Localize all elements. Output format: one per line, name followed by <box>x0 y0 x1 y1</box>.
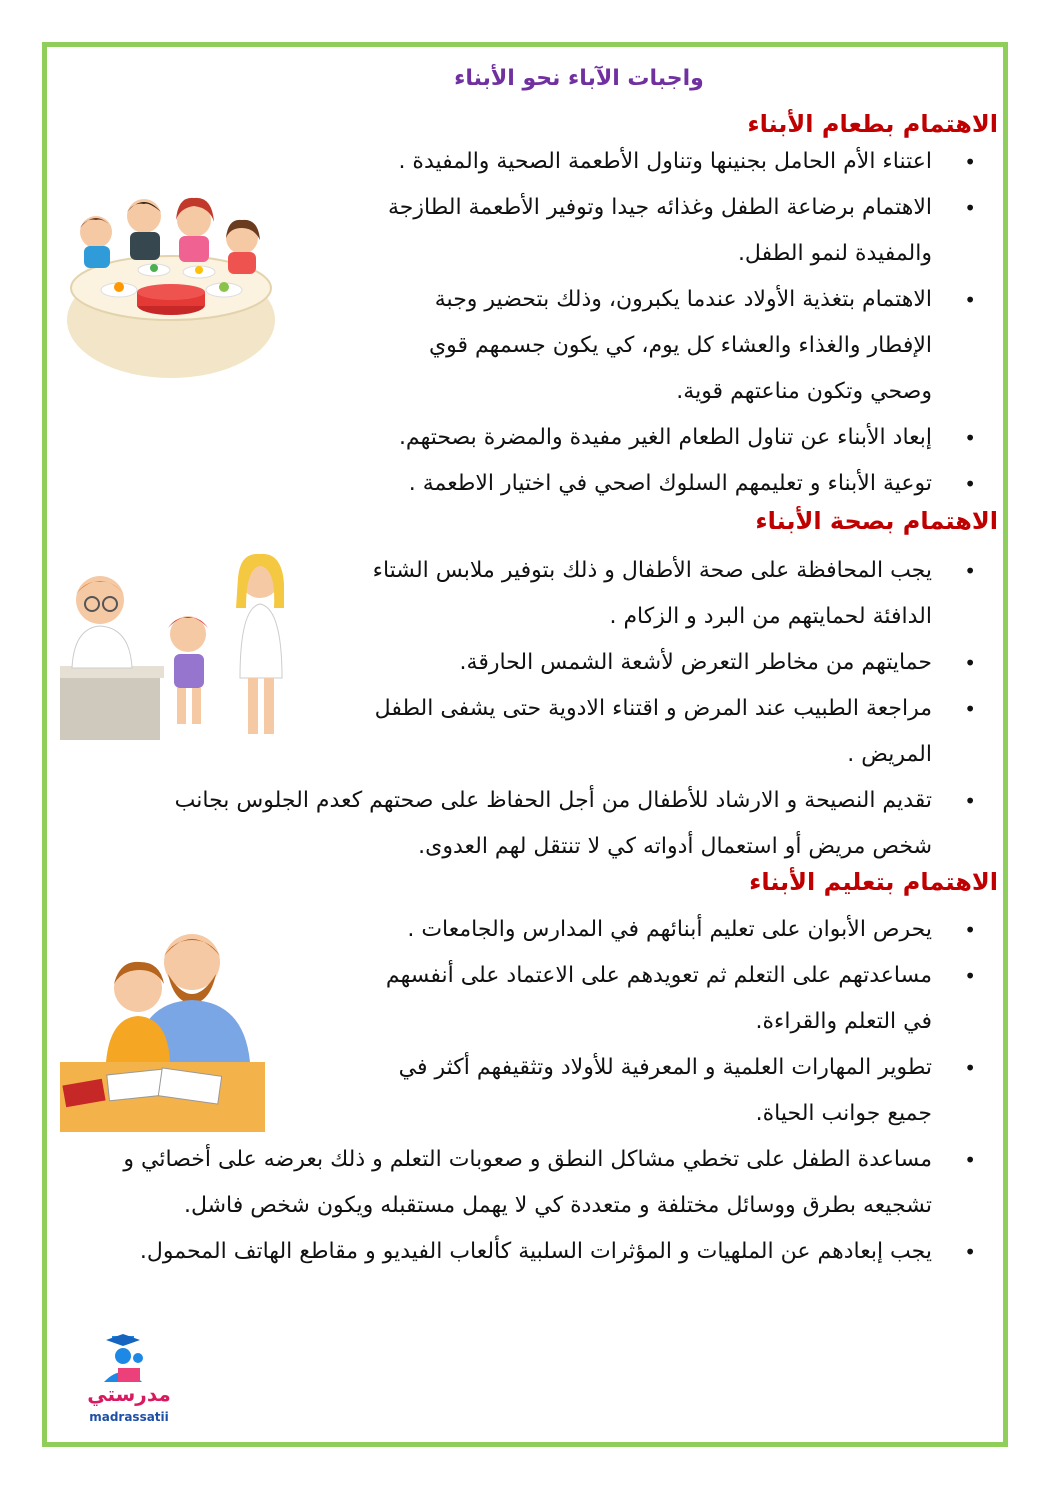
father-son-studying-illustration <box>60 922 270 1137</box>
list-item: • حمايتهم من مخاطر التعرض لأشعة الشمس الحارقة. <box>372 640 998 686</box>
doctors-illustration <box>60 548 305 743</box>
list-item: • تطوير المهارات العلمية و المعرفية للأولاد وتثقيفهم أكثر في جميع جوانب الحياة. <box>372 1045 998 1137</box>
section-heading-health: الاهتمام بصحة الأبناء <box>755 507 998 535</box>
madrassati-logo <box>74 1332 184 1432</box>
list-item: • يحرص الأبوان على تعليم أبنائهم في المدارس والجامعات . <box>372 907 998 953</box>
list-item: • يجب المحافظة على صحة الأطفال و ذلك بتوفير ملابس الشتاء الدافئة لحمايتهم من البرد و الزكام . <box>372 548 998 640</box>
list-item: • مساعدتهم على التعلم ثم تعويدهم على الاعتماد على أنفسهم في التعلم والقراءة. <box>372 953 998 1045</box>
section-heading-food: الاهتمام بطعام الأبناء <box>747 110 998 138</box>
family-dinner-illustration <box>64 190 279 390</box>
page-title: واجبات الآباء نحو الأبناء <box>454 66 704 91</box>
logo-subtext: madrassatii <box>89 1410 169 1424</box>
list-item: • إبعاد الأبناء عن تناول الطعام الغير مفيدة والمضرة بصحتهم. <box>372 415 998 461</box>
list-item: • الاهتمام بتغذية الأولاد عندما يكبرون، وذلك بتحضير وجبة الإفطار والغذاء والعشاء كل يوم، كي يكون جسمهم قوي وصحي وتكون مناعتهم قوية. <box>372 277 998 415</box>
logo-mark-icon <box>74 1332 184 1388</box>
list-item: • توعية الأبناء و تعليمهم السلوك اصحي في اختيار الاطعمة . <box>372 461 998 507</box>
list-item: • اعتناء الأم الحامل بجنينها وتناول الأطعمة الصحية والمفيدة . <box>372 139 998 185</box>
list-item: • مراجعة الطبيب عند المرض و اقتناء الادوية حتى يشفى الطفل المريض . <box>372 686 998 778</box>
list-item: • الاهتمام برضاعة الطفل وغذائه جيدا وتوفير الأطعمة الطازجة والمفيدة لنمو الطفل. <box>372 185 998 277</box>
list-item: • تقديم النصيحة و الارشاد للأطفال من أجل الحفاظ على صحتهم كعدم الجلوس بجانب شخص مريض أو استعمال أدواته كي لا تنتقل لهم العدوى. <box>112 778 998 870</box>
list-item: • يجب إبعادهم عن الملهيات و المؤثرات السلبية كألعاب الفيديو و مقاطع الهاتف المحمول. <box>112 1229 998 1275</box>
section-heading-education: الاهتمام بتعليم الأبناء <box>749 868 998 896</box>
logo-text: مدرستي <box>87 1382 171 1406</box>
list-item: • مساعدة الطفل على تخطي مشاكل النطق و صعوبات التعلم و ذلك بعرضه على أخصائي و تشجيعه بطرق ووسائل مختلفة و متعددة كي لا يهمل مستقبله ويكون شخص فاشل. <box>112 1137 998 1229</box>
